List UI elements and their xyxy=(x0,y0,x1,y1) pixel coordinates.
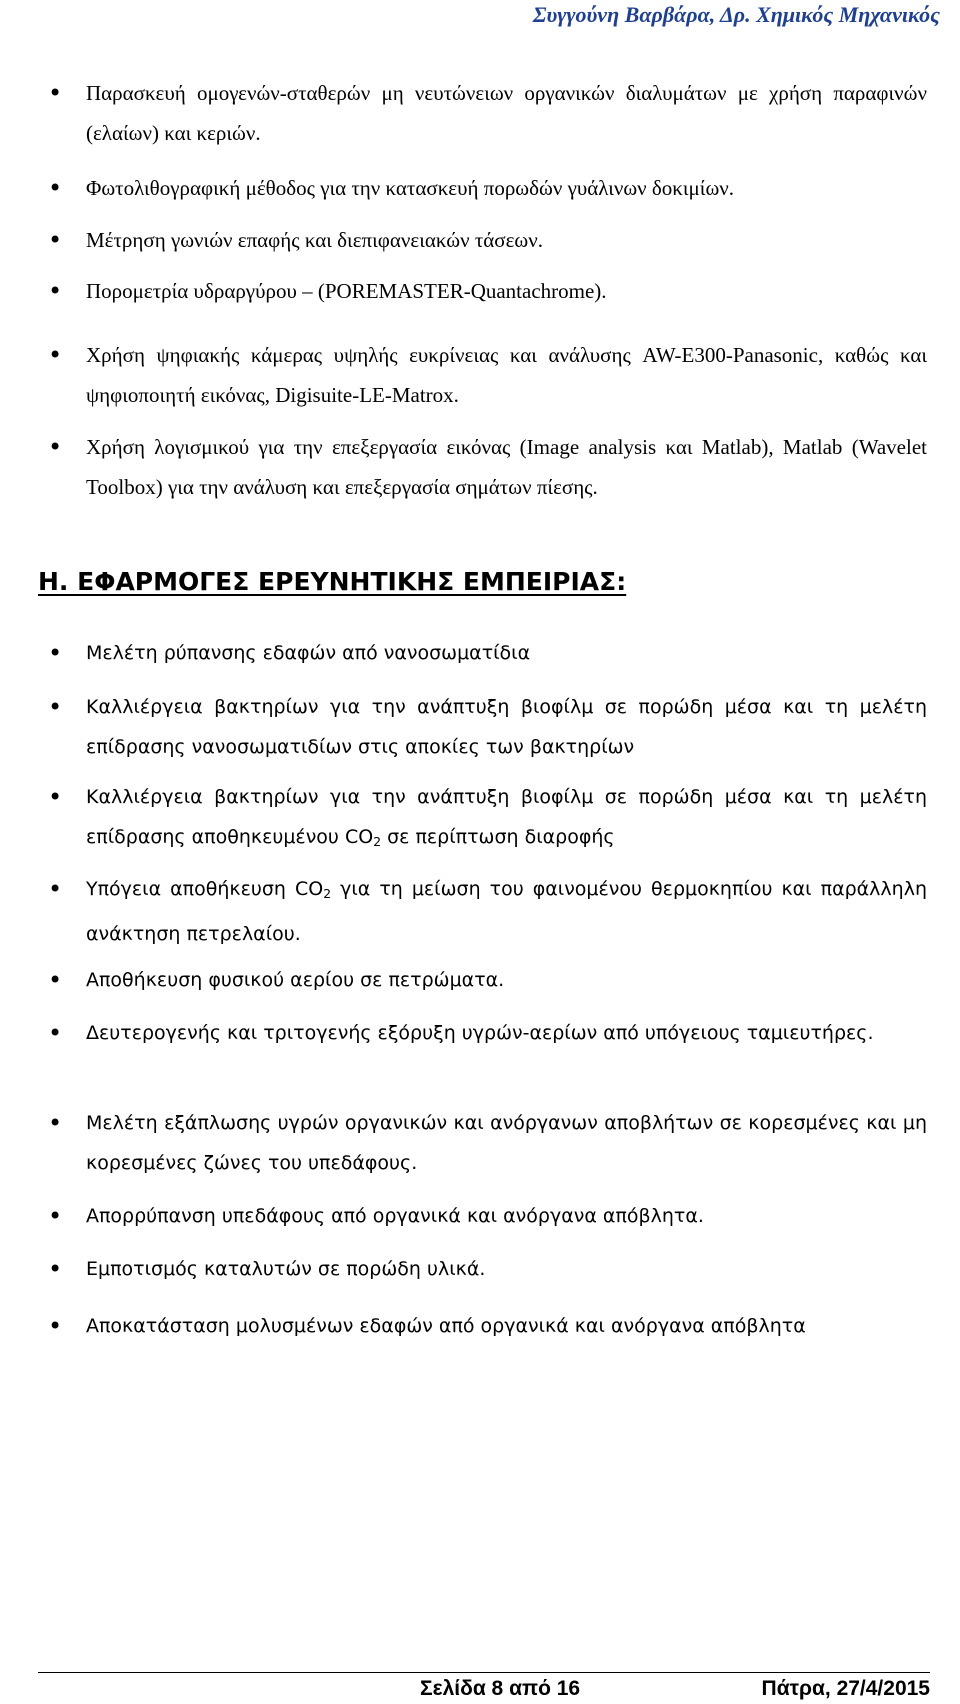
list-item: • Παρασκευή ομογενών-σταθερών μη νευτώνειων οργανικών διαλυμάτων με χρήση παραφινών (ελαίων) και κεριών. xyxy=(86,73,927,153)
list-item: • Απορρύπανση υπεδάφους από οργανικά και ανόργανα απόβλητα. xyxy=(86,1196,927,1236)
list-item: • Φωτολιθογραφική μέθοδος για την κατασκευή πορωδών γυάλινων δοκιμίων. xyxy=(86,168,927,208)
list-item: • Μελέτη ρύπανσης εδαφών από νανοσωματίδια xyxy=(86,633,927,673)
item-text: σε περίπτωση διαροφής xyxy=(381,826,615,848)
page-header-author: Συγγούνη Βαρβάρα, Δρ. Χημικός Μηχανικός xyxy=(532,2,940,27)
list-item: • Καλλιέργεια βακτηρίων για την ανάπτυξη βιοφίλμ σε πορώδη μέσα και τη μελέτη επίδρασης νανοσωματιδίων στις αποκίες των βακτηρίων xyxy=(86,687,927,767)
subscript: 2 xyxy=(323,887,332,902)
list-item: • Μέτρηση γωνιών επαφής και διεπιφανειακών τάσεων. xyxy=(86,220,927,260)
footer-rule xyxy=(38,1672,930,1673)
item-text: Καλλιέργεια βακτηρίων για την ανάπτυξη βιοφίλμ σε πορώδη μέσα και τη μελέτη επίδρασης αποθηκευμένου CO xyxy=(86,786,927,848)
list-item xyxy=(86,869,927,954)
list-item: • Πορομετρία υδραργύρου – (POREMASTER-Quantachrome). xyxy=(86,271,927,311)
list-item: • Χρήση λογισμικού για την επεξεργασία εικόνας (Image analysis και Matlab), Matlab (Wavelet Toolbox) για την ανάλυση και επεξεργασία σημάτων πίεσης. xyxy=(86,427,927,507)
list-item: • Αποκατάσταση μολυσμένων εδαφών από οργανικά και ανόργανα απόβλητα xyxy=(86,1306,927,1346)
list-item: • Δευτερογενής και τριτογενής εξόρυξη υγρών-αερίων από υπόγειους ταμιευτήρες. xyxy=(86,1013,927,1053)
section-title: H. ΕΦΑΡΜΟΓΕΣ ΕΡΕΥΝΗΤΙΚΗΣ ΕΜΠΕΙΡΙΑΣ: xyxy=(38,567,627,596)
footer-date: Πάτρα, 27/4/2015 xyxy=(761,1677,930,1700)
page-number: Σελίδα 8 από 16 xyxy=(420,1677,581,1700)
subscript: 2 xyxy=(373,835,382,850)
list-item: • Χρήση ψηφιακής κάμερας υψηλής ευκρίνειας και ανάλυσης AW-E300-Panasonic, καθώς και ψηφιοποιητή εικόνας, Digisuite-LE-Matrox. xyxy=(86,335,927,415)
page-footer xyxy=(0,1672,960,1704)
list-item: • Μελέτη εξάπλωσης υγρών οργανικών και ανόργανων αποβλήτων σε κορεσμένες και μη κορεσμένες ζώνες του υπεδάφους. xyxy=(86,1103,927,1183)
list-item: • Αποθήκευση φυσικού αερίου σε πετρώματα. xyxy=(86,960,927,1000)
item-text: για τη μείωση του φαινομένου θερμοκηπίου και παράλληλη ανάκτηση πετρελαίου. xyxy=(86,878,928,946)
item-text: Υπόγεια αποθήκευση CO xyxy=(86,878,324,900)
list-item xyxy=(86,777,927,862)
list-item: • Εμποτισμός καταλυτών σε πορώδη υλικά. xyxy=(86,1249,927,1289)
